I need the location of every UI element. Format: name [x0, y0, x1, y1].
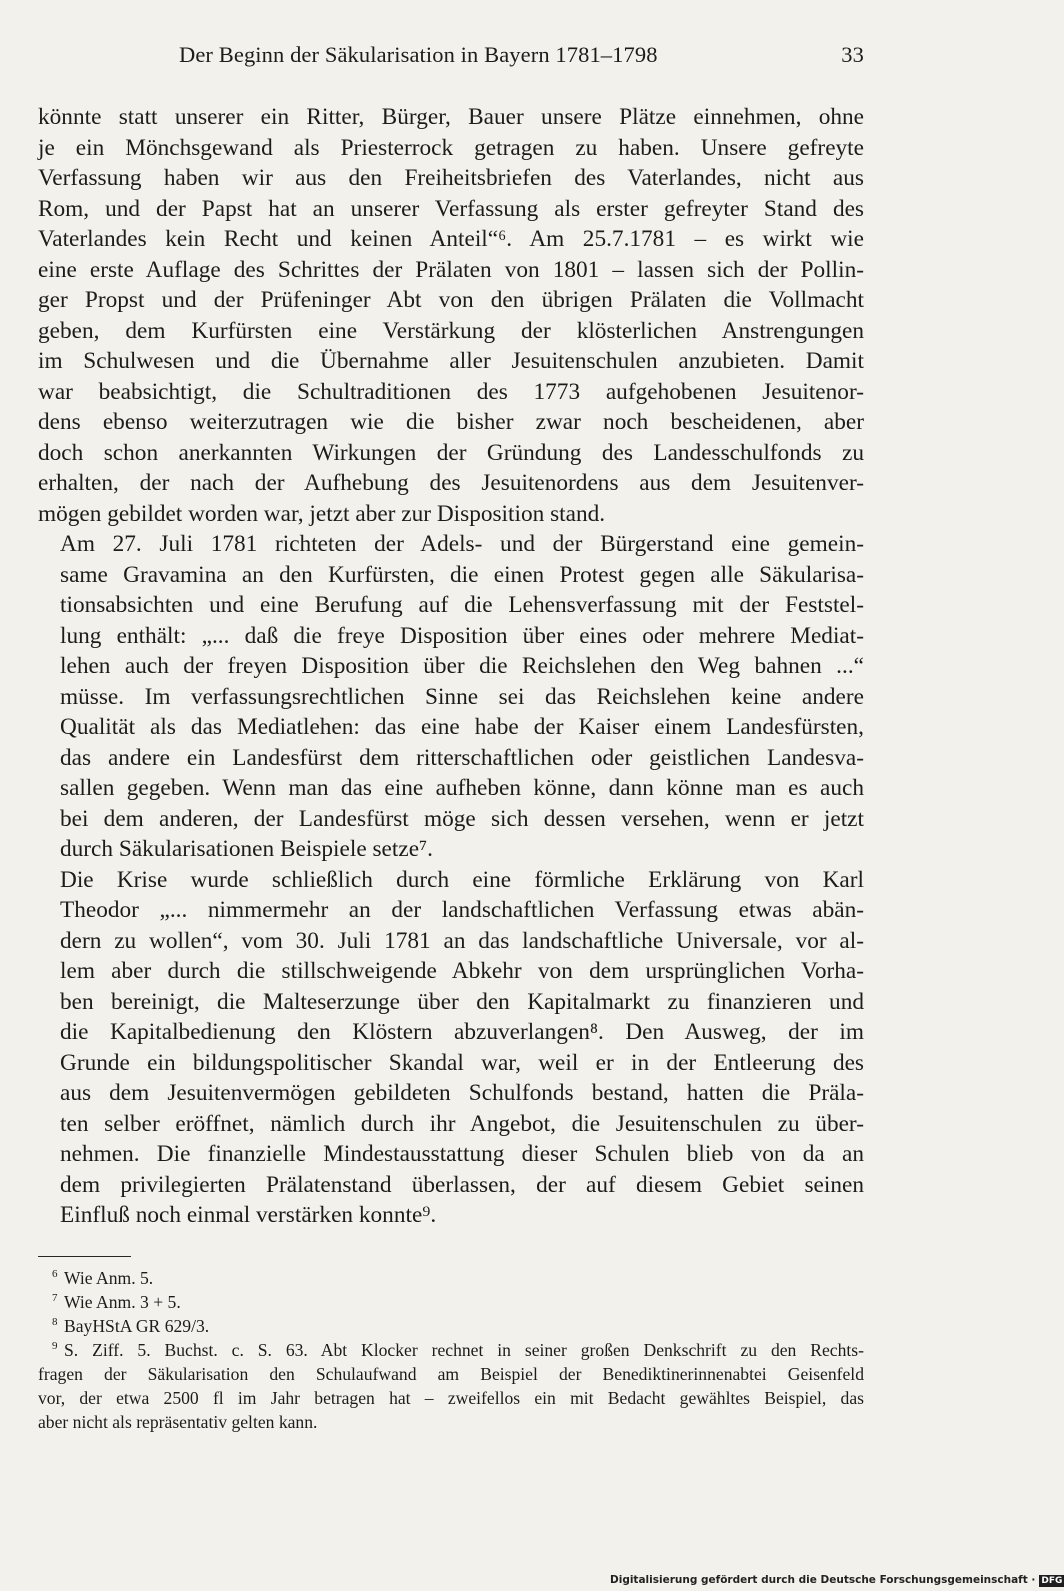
- footnote-marker: 6: [52, 1268, 58, 1280]
- footnote: [38, 1338, 864, 1434]
- credit-text: Digitalisierung gefördert durch die Deutsche Forschungsgemeinschaft ·: [610, 1574, 1036, 1586]
- body-text: [38, 102, 864, 1231]
- text-line: je ein Mönchsgewand als Priesterrock getragen zu haben. Unsere gefreyte: [38, 134, 864, 161]
- paragraph: [38, 529, 864, 865]
- text-line: Grunde ein bildungspolitischer Skandal war, weil er in der Entleerung des: [60, 1049, 864, 1076]
- text-line: Am 27. Juli 1781 richteten der Adels- und der Bürgerstand eine gemein-: [60, 531, 864, 557]
- text-line: nehmen. Die finanzielle Mindestausstattung dieser Schulen blieb von da an: [60, 1141, 864, 1167]
- footnote: [38, 1314, 864, 1338]
- text-line: mögen gebildet worden war, jetzt aber zur Disposition stand.: [38, 500, 606, 527]
- footnote-marker: 8: [52, 1316, 58, 1328]
- text-line: dem privilegierten Prälatenstand überlassen, der auf diesem Gebiet seinen: [60, 1171, 864, 1198]
- paragraph: [38, 102, 864, 529]
- text-line: müsse. Im verfassungsrechtlichen Sinne sei das Reichslehen keine andere: [60, 683, 864, 710]
- text-line: im Schulwesen und die Übernahme aller Jesuitenschulen anzubieten. Damit: [38, 348, 864, 374]
- footnote-line: aber nicht als repräsentativ gelten kann.: [38, 1412, 318, 1432]
- footnote: [38, 1266, 864, 1290]
- text-line: erhalten, der nach der Aufhebung des Jesuitenordens aus dem Jesuitenver-: [38, 470, 864, 496]
- footnote-line: vor, der etwa 2500 fl im Jahr betragen hat – zweifellos ein mit Bedacht gewähltes Beispiel, das: [38, 1388, 864, 1408]
- footnotes: [38, 1266, 864, 1434]
- text-line: lung enthält: „... daß die freye Disposition über eines oder mehrere Mediat-: [60, 622, 864, 649]
- text-line: doch schon anerkannten Wirkungen der Gründung des Landesschulfonds zu: [38, 439, 864, 466]
- text-line: das andere ein Landesfürst dem ritterschaftlichen oder geistlichen Landesva-: [60, 744, 864, 771]
- footnote-line: Wie Anm. 3 + 5.: [64, 1292, 181, 1312]
- footnote-line: fragen der Säkularisation den Schulaufwand am Beispiel der Benediktinerinnenabtei Geisenfeld: [38, 1364, 864, 1384]
- footnote: [38, 1290, 864, 1314]
- text-line: könnte statt unserer ein Ritter, Bürger, Bauer unsere Plätze einnehmen, ohne: [38, 104, 864, 130]
- text-line: durch Säkularisationen Beispiele setze⁷.: [60, 836, 433, 862]
- text-line: ten selber eröffnet, nämlich durch ihr Angebot, die Jesuitenschulen zu über-: [60, 1110, 864, 1137]
- running-title: Der Beginn der Säkularisation in Bayern 1781–1798: [179, 42, 658, 67]
- paragraph: [38, 865, 864, 1231]
- footnote-line: BayHStA GR 629/3.: [64, 1316, 210, 1336]
- text-line: die Kapitalbedienung den Klöstern abzuverlangen⁸. Den Ausweg, der im: [60, 1019, 864, 1045]
- text-line: Rom, und der Papst hat an unserer Verfassung als erster gefreyter Stand des: [38, 195, 864, 222]
- digitization-credit: [610, 1574, 1063, 1587]
- dfg-logo: DFG: [1041, 1576, 1063, 1586]
- text-line: war beabsichtigt, die Schultraditionen des 1773 aufgehobenen Jesuitenor-: [38, 378, 864, 405]
- text-line: Verfassung haben wir aus den Freiheitsbriefen des Vaterlandes, nicht aus: [38, 165, 864, 191]
- text-line: Einfluß noch einmal verstärken konnte⁹.: [60, 1202, 437, 1228]
- text-line: aus dem Jesuitenvermögen gebildeten Schulfonds bestand, hatten die Präla-: [60, 1080, 864, 1106]
- text-line: tionsabsichten und eine Berufung auf die Lehensverfassung mit der Feststel-: [60, 592, 864, 618]
- text-line: Qualität als das Mediatlehen: das eine habe der Kaiser einem Landesfürsten,: [60, 714, 864, 740]
- footnote-line: S. Ziff. 5. Buchst. c. S. 63. Abt Klocker rechnet in seiner großen Denkschrift zu den Rechts-: [64, 1340, 864, 1360]
- text-line: bei dem anderen, der Landesfürst möge sich dessen versehen, wenn er jetzt: [60, 805, 864, 832]
- text-line: dens ebenso weiterzutragen wie die bisher zwar noch bescheidenen, aber: [38, 409, 864, 435]
- text-line: sallen gegeben. Wenn man das eine aufheben könne, dann könne man es auch: [60, 775, 864, 801]
- text-line: Die Krise wurde schließlich durch eine förmliche Erklärung von Karl: [60, 866, 864, 893]
- footnote-rule: [38, 1256, 131, 1257]
- text-line: ger Propst und der Prüfeninger Abt von den übrigen Prälaten die Vollmacht: [38, 287, 864, 313]
- text-line: ben bereinigt, die Malteserzunge über den Kapitalmarkt zu finanzieren und: [60, 988, 864, 1015]
- footnote-line: Wie Anm. 5.: [64, 1268, 154, 1288]
- text-line: same Gravamina an den Kurfürsten, die einen Protest gegen alle Säkularisa-: [60, 561, 864, 588]
- text-line: lehen auch der freyen Disposition über die Reichslehen den Weg bahnen ...“: [60, 653, 864, 679]
- text-line: geben, dem Kurfürsten eine Verstärkung der klösterlichen Anstrengungen: [38, 317, 864, 344]
- text-line: lem aber durch die stillschweigende Abkehr von dem ursprünglichen Vorha-: [60, 958, 864, 984]
- page-number: 33: [841, 42, 864, 67]
- footnote-marker: 9: [52, 1340, 58, 1352]
- text-line: eine erste Auflage des Schrittes der Prälaten von 1801 – lassen sich der Pollin-: [38, 256, 864, 283]
- footnote-marker: 7: [52, 1292, 58, 1304]
- text-line: dern zu wollen“, vom 30. Juli 1781 an das landschaftliche Universale, vor al-: [60, 927, 864, 954]
- text-line: Vaterlandes kein Recht und keinen Anteil“⁶. Am 25.7.1781 – es wirkt wie: [38, 226, 864, 252]
- text-line: Theodor „... nimmermehr an der landschaftlichen Verfassung etwas abän-: [60, 897, 864, 923]
